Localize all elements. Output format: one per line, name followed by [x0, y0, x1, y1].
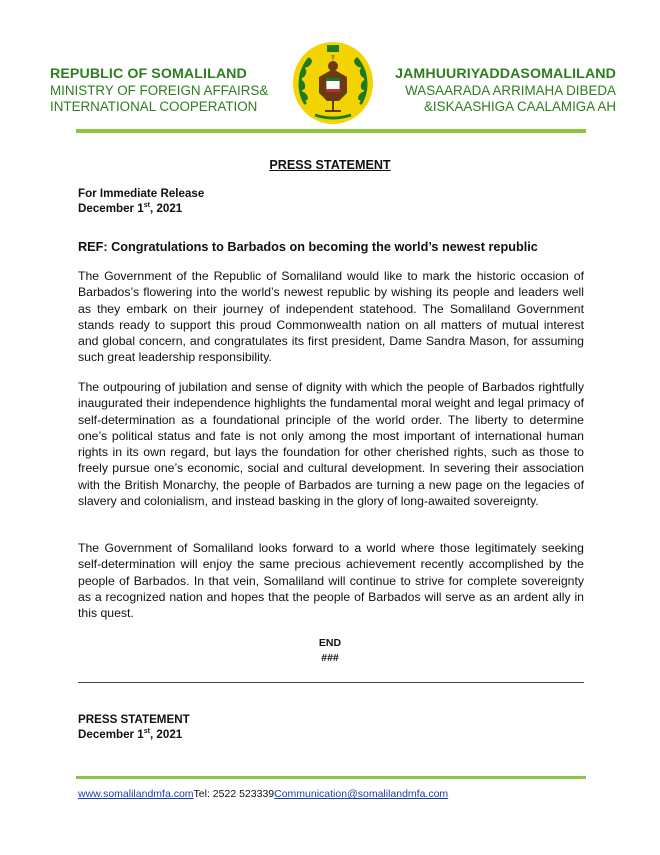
contact-line — [78, 788, 448, 800]
header-divider — [76, 129, 586, 133]
header-right-line2: &ISKAASHIGA CAALAMIGA AH — [423, 99, 616, 114]
footer-date: December 1st, 2021 — [78, 728, 183, 741]
footer-divider — [78, 682, 584, 683]
telephone-text: Tel: 2522 523339 — [193, 788, 275, 800]
reference-line: REF: Congratulations to Barbados on becoming the world’s newest republic — [78, 240, 538, 254]
header-right-block — [366, 66, 616, 115]
release-block — [78, 186, 204, 216]
footer-press-block — [78, 712, 190, 742]
end-marker: ### — [321, 651, 339, 664]
footer-title: PRESS STATEMENT — [78, 713, 190, 726]
email-link[interactable]: Communication@somalilandmfa.com — [274, 788, 449, 800]
paragraph-1: The Government of the Republic of Somaliland would like to mark the historic occasion of Barbados’s flowering into the world’s newest republic by wishing its people and leaders well as they embark on their journey of independent statehood. The Somaliland Government stands ready to support this proud Commonwealth nation on all matters of mutual interest and global concern, and congratulates its first president, Dame Sandra Mason, for assuming such great leadership responsibility. — [78, 269, 584, 365]
website-link[interactable]: www.somalilandmfa.com — [78, 788, 194, 800]
release-label: For Immediate Release — [78, 187, 205, 200]
header-right-title: JAMHUURIYADDASOMALILAND — [395, 66, 616, 82]
header-left-line1: MINISTRY OF FOREIGN AFFAIRS& — [50, 83, 269, 98]
paragraph-3: The Government of Somaliland looks forward to a world where those legitimately seeking self-determination will enjoy the same precious achievement recently accomplished by the people of Barbados. In that vein, Somaliland will continue to strive for complete sovereignty as a recognized nation and hopes that the people of Barbados will serve as an ardent ally in this quest. — [78, 541, 584, 621]
somaliland-coat-of-arms-icon — [291, 41, 375, 125]
page-title: PRESS STATEMENT — [269, 158, 391, 172]
paragraph-2: The outpouring of jubilation and sense of dignity with which the people of Barbados rightfully inaugurated their independence highlights the fundamental moral weight and legal primacy of self-determination as a foundational principle of the world order. The liberty to determine one’s political status and fate is not only among the most important of international human rights in its own regard, but lays the foundation for other cherished rights, such as those to freely pursue one’s economic, social and cultural development. In severing their association with the British Monarchy, the people of Barbados are turning a new page on the legacies of slavery and colonialism, and instead basking in the glory of long-awaited sovereignty. — [78, 380, 584, 509]
release-date: December 1st, 2021 — [78, 202, 183, 215]
contact-divider — [76, 776, 586, 779]
end-label: END — [318, 637, 342, 649]
header-right-line1: WASAARADA ARRIMAHA DIBEDA — [405, 83, 616, 98]
header-left-title: REPUBLIC OF SOMALILAND — [50, 66, 247, 82]
end-block — [0, 636, 660, 665]
header-left-line2: INTERNATIONAL COOPERATION — [50, 99, 258, 114]
header-left-block — [50, 66, 300, 115]
